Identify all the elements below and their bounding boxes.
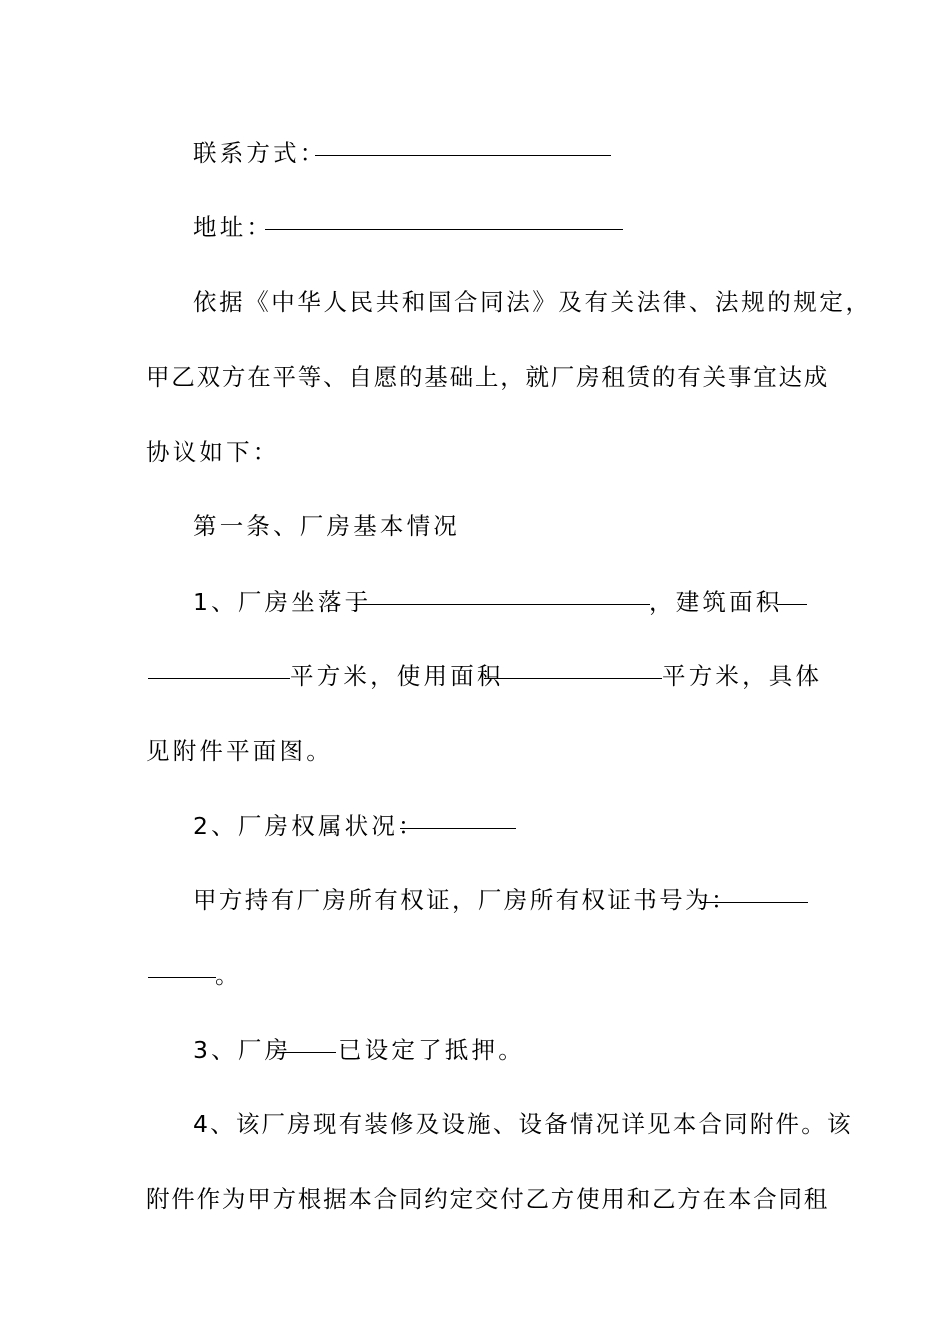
ownership-blank	[400, 802, 516, 829]
item2-line-3	[0, 955, 950, 995]
item2-line-2	[0, 880, 950, 920]
mortgage-blank	[276, 1026, 336, 1053]
item1-line-1	[0, 582, 950, 622]
item4-text-2: 附件作为甲方根据本合同约定交付乙方使用和乙方在本合同租	[146, 1185, 830, 1213]
intro-text-2: 甲乙双方在平等、自愿的基础上，就厂房租赁的有关事宜达成	[146, 363, 830, 391]
contact-line	[0, 133, 950, 173]
building-area-blank-end	[148, 652, 290, 679]
item2-text-c: 。	[215, 961, 242, 989]
item2-text-a: 2、厂房权属状况：	[193, 812, 425, 840]
item1-text-e: 见附件平面图。	[146, 737, 333, 765]
item3-line	[0, 1030, 950, 1070]
item1-line-3	[0, 731, 950, 771]
item1-line-2	[0, 656, 950, 696]
intro-line-2	[0, 357, 950, 397]
item4-line-1	[0, 1104, 950, 1144]
item1-text-b: ，建筑面积	[649, 588, 783, 616]
contact-label: 联系方式：	[193, 139, 327, 167]
article1-title-line	[0, 506, 950, 546]
item1-text-c: 平方米，使用面积	[290, 662, 504, 690]
address-label: 地址：	[193, 213, 274, 241]
building-area-blank-start	[777, 578, 807, 605]
item3-text-b: 已设定了抵押。	[338, 1036, 525, 1064]
intro-text-3: 协议如下：	[146, 438, 280, 466]
item2-text-b: 甲方持有厂房所有权证，厂房所有权证书号为：	[193, 886, 737, 914]
address-blank	[265, 203, 623, 230]
usable-area-blank	[484, 652, 662, 679]
article1-title: 第一条、厂房基本情况	[193, 512, 460, 540]
intro-line-1	[0, 282, 950, 322]
item2-line-1	[0, 806, 950, 846]
contact-blank	[315, 129, 611, 156]
item3-text-a: 3、厂房	[193, 1036, 292, 1064]
item1-text-a: 1、厂房坐落于	[193, 588, 372, 616]
location-blank	[354, 578, 650, 605]
certificate-number-blank-start	[700, 876, 808, 903]
address-line	[0, 207, 950, 247]
intro-text-1: 依据《中华人民共和国合同法》及有关法律、法规的规定，	[193, 288, 872, 316]
intro-line-3	[0, 432, 950, 472]
certificate-number-blank-end	[148, 951, 216, 978]
item4-line-2	[0, 1179, 950, 1219]
item1-text-d: 平方米，具体	[662, 662, 823, 690]
item4-text-1: 4、该厂房现有装修及设施、设备情况详见本合同附件。该	[193, 1110, 853, 1138]
